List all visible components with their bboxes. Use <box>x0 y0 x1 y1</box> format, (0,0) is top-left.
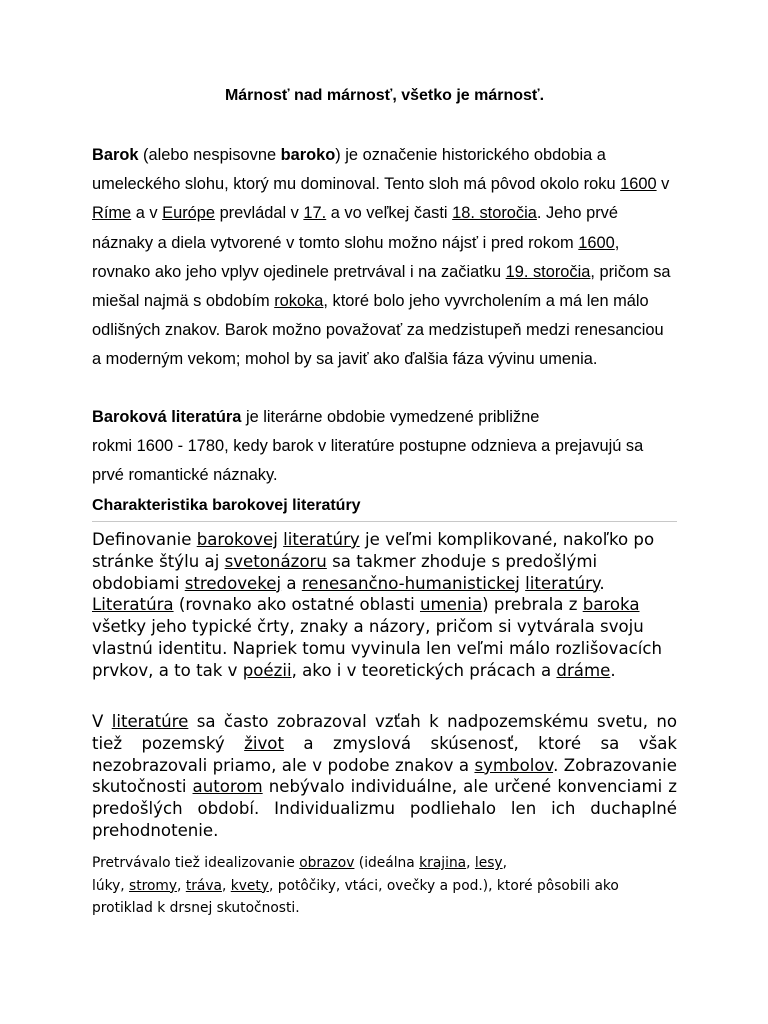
text-run: , <box>221 877 231 894</box>
text-run: a <box>281 573 302 593</box>
text-run: sa často zobrazoval vzťah k nadpozemskému svetu, no tiež pozemský <box>92 712 677 753</box>
text-run: Pretrvávalo tiež idealizovanie <box>92 855 300 871</box>
text-run: Definovanie <box>92 530 197 549</box>
link-symbolov[interactable]: symbolov <box>474 755 554 775</box>
link-svetonazoru[interactable]: svetonázoru <box>224 551 327 571</box>
link-obrazov[interactable]: obrazov <box>299 855 355 871</box>
text-run: (alebo nespisovne <box>138 146 281 164</box>
text-run: , potôčiky, vtáci, ovečky a pod.), ktoré pôsobili ako protiklad k drsnej skutočnosti. <box>92 877 619 917</box>
text-run: rokmi 1600 - 1780, kedy barok v literatúre postupne odznieva a prejavujú sa prvé romantické náznaky. <box>92 437 644 485</box>
link-17[interactable]: 17. <box>303 204 327 223</box>
text-run: , <box>177 877 186 894</box>
text-run: , <box>466 855 475 871</box>
paragraph-definition <box>92 529 677 682</box>
text-run: (ideálna <box>354 855 420 871</box>
link-18-storocie[interactable]: 18. storočia <box>452 204 537 223</box>
link-1600[interactable]: 1600 <box>620 175 657 194</box>
link-lesy[interactable]: lesy <box>474 855 503 871</box>
link-baroka[interactable]: baroka <box>582 595 640 615</box>
link-literatura[interactable]: Literatúra <box>92 595 174 615</box>
literature-paragraph <box>92 403 677 491</box>
text-run: , ktoré bolo jeho vyvrcholením a má len málo odlišných znakov. Barok možno považovať za medzistupeň medzi renesanciou a moderným vekom; mohol by sa javiť ako ďalšia fáza vývinu umenia. <box>92 292 664 369</box>
section-heading: Charakteristika barokovej literatúry <box>92 494 677 522</box>
link-drame[interactable]: dráme <box>556 660 611 680</box>
link-rokoko[interactable]: rokoka <box>274 292 324 311</box>
link-literatury[interactable]: literatúry <box>283 530 360 549</box>
text-run: všetky jeho typické črty, znaky a názory, pričom si vytvárala svoju vlastnú identitu. Napriek tomu vyvinula len veľmi málo rozlišovacích prvkov, a to tak v <box>92 617 663 680</box>
text-run: . Jeho prvé náznaky a diela vytvorené v tomto slohu možno nájsť i pred rokom <box>92 204 618 252</box>
intro-paragraph <box>92 141 677 375</box>
link-literature[interactable]: literatúre <box>111 712 189 731</box>
link-stromy[interactable]: stromy <box>129 877 178 894</box>
link-europa[interactable]: Európe <box>162 204 216 223</box>
text-run: lúky, <box>92 877 130 894</box>
text-run: . <box>610 660 616 680</box>
link-poezii[interactable]: poézii <box>242 660 292 680</box>
text-run: , pričom sa miešal najmä s obdobím <box>92 262 671 311</box>
text-run: a vo veľkej časti <box>326 204 453 223</box>
link-19-storocie[interactable]: 19. storočia <box>505 262 591 281</box>
text-run: . Zobrazovanie skutočnosti <box>92 755 678 797</box>
text-run: a zmyslová skúsenosť, ktoré sa však nezobrazovali priamo, ale v podobe znakov a <box>92 733 677 775</box>
text-run: je veľmi komplikované, nakoľko po stránke štýlu aj <box>92 530 655 571</box>
text-run: je literárne obdobie vymedzené približne <box>241 408 540 426</box>
link-1600[interactable]: 1600 <box>578 233 615 252</box>
text-run: ) prebrala z <box>482 595 583 615</box>
document-title: Márnosť nad márnosť, všetko je márnosť. <box>224 87 545 104</box>
term-baroko: baroko <box>280 146 336 164</box>
link-kvety[interactable]: kvety <box>230 877 269 894</box>
link-stredovekej[interactable]: stredovekej <box>184 573 282 593</box>
term-barok: Barok <box>92 146 139 164</box>
text-run: ) je označenie historického obdobia a umeleckého slohu, ktorý mu dominoval. Tento sloh má pôvod okolo roku <box>92 146 621 194</box>
text-run: v <box>656 175 670 194</box>
text-run: , ako i v teoretických prácach a <box>291 660 557 680</box>
link-literatury[interactable]: literatúry <box>525 573 600 593</box>
text-run: prevládal v <box>215 204 304 223</box>
text-run: . <box>599 573 605 593</box>
term-barokova-literatura: Baroková literatúra <box>92 408 242 426</box>
link-autorom[interactable]: autorom <box>192 777 263 797</box>
paragraph-themes <box>92 711 677 842</box>
text-run: , rovnako ako jeho vplyv ojedinele pretrvával i na začiatku <box>92 233 620 281</box>
link-rim[interactable]: Ríme <box>92 204 132 223</box>
link-trava[interactable]: tráva <box>185 877 222 894</box>
paragraph-idealization <box>92 852 677 920</box>
link-zivot[interactable]: život <box>244 733 284 753</box>
text-run: V <box>92 712 112 731</box>
link-renesancno-humanistickej[interactable]: renesančno-humanistickej <box>301 573 520 593</box>
text-run: sa takmer zhoduje s predošlými obdobiami <box>92 551 598 593</box>
link-krajina[interactable]: krajina <box>419 855 467 871</box>
text-run: nebývalo individuálne, ale určené konvenciami z predošlých období. Individualizmu podliehalo len ich duchaplné prehodnotenie. <box>92 777 677 840</box>
text-run: a v <box>131 204 163 223</box>
text-run: (rovnako ako ostatné oblasti <box>173 595 420 615</box>
link-umenia[interactable]: umenia <box>419 595 483 615</box>
text-run: , <box>502 855 507 871</box>
link-barokovej[interactable]: barokovej <box>196 530 278 549</box>
